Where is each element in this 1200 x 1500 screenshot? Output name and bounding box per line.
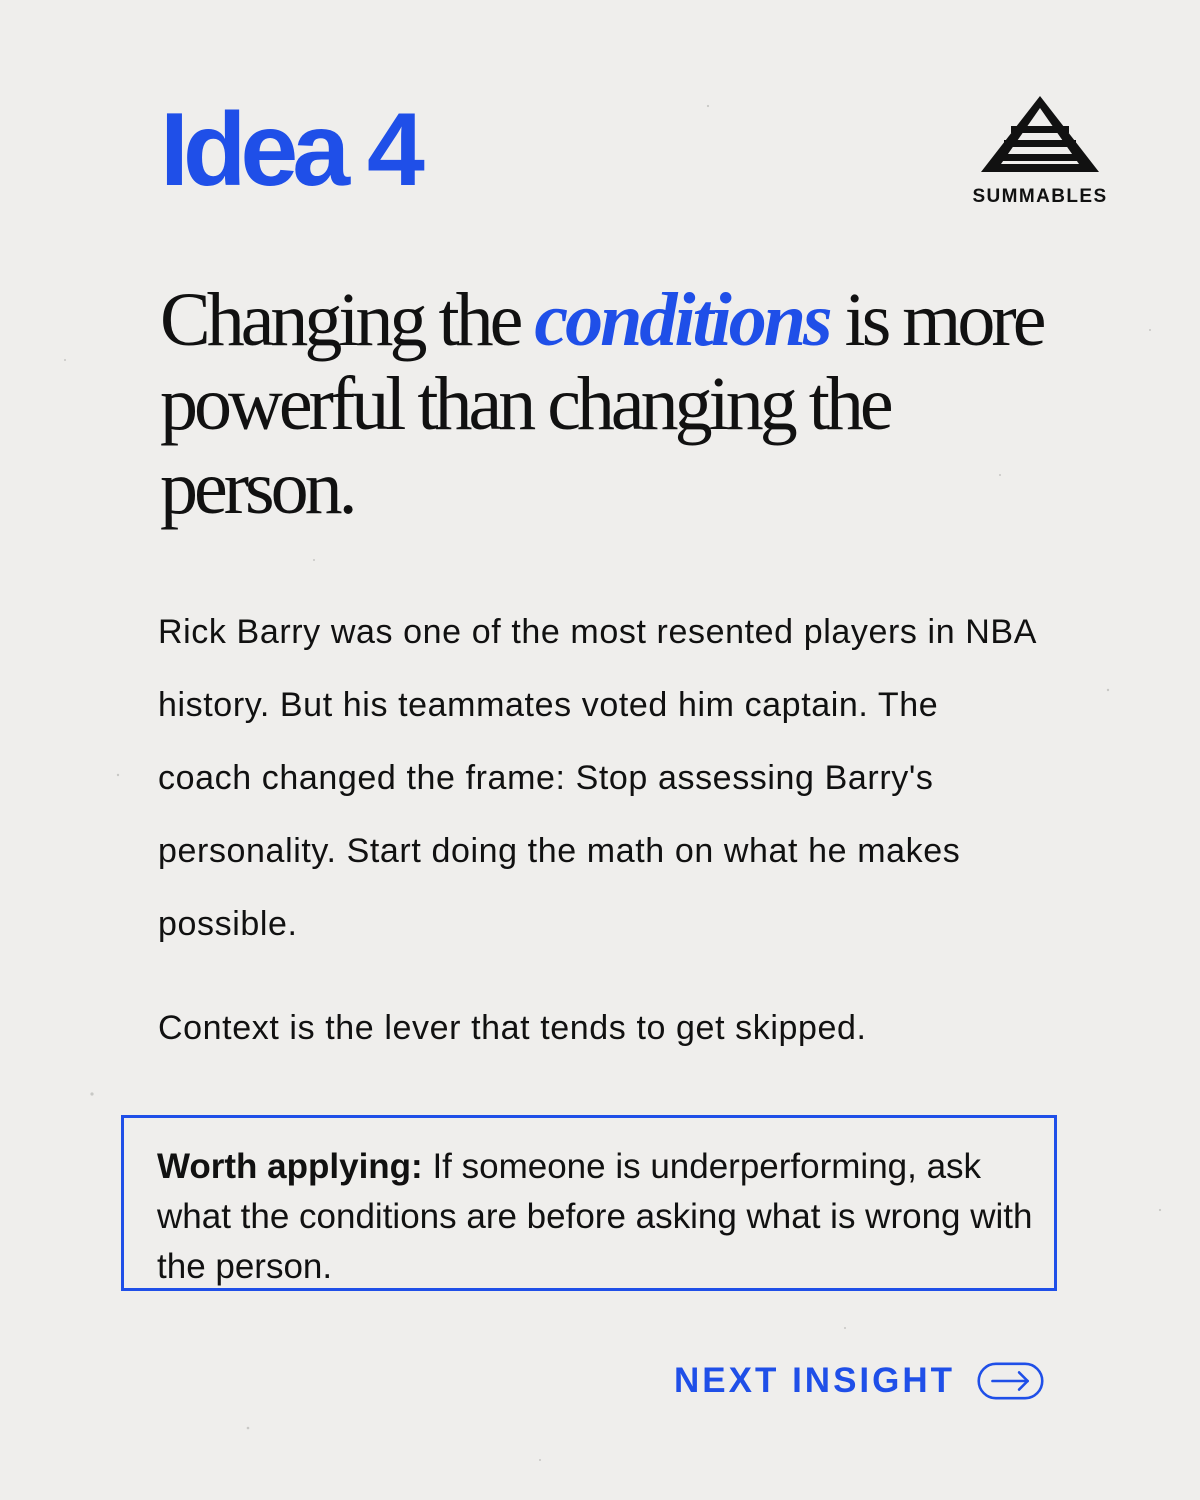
callout-body: If someone is underperforming, ask what the conditions are before asking what is wrong with the person.: [157, 1147, 1033, 1286]
body-paragraph-2: Context is the lever that tends to get skipped.: [158, 1009, 867, 1047]
next-insight-label: NEXT INSIGHT: [674, 1361, 956, 1400]
headline-part-2: is more powerful than changing the person.: [160, 278, 1043, 530]
callout-label: Worth applying:: [157, 1147, 423, 1186]
brand-name: SUMMABLES: [972, 186, 1108, 207]
callout-text: [157, 1142, 1037, 1292]
idea-title: Idea 4: [160, 92, 419, 208]
next-insight-button[interactable]: [674, 1356, 1044, 1406]
body-paragraph-1: Rick Barry was one of the most resented players in NBA history. But his teammates voted him captain. The coach changed the frame: Stop assessing Barry's personality. Start doing the math on what he makes possible.: [158, 613, 1036, 943]
summables-logo: [960, 96, 1120, 216]
headline-accent: conditions: [534, 278, 830, 362]
headline: [160, 278, 1060, 530]
headline-part-1: Changing the: [160, 278, 535, 362]
arrow-right-icon: [977, 1359, 1044, 1403]
worth-applying-callout: [121, 1115, 1057, 1291]
stacked-triangle-logo-icon: [980, 96, 1100, 174]
